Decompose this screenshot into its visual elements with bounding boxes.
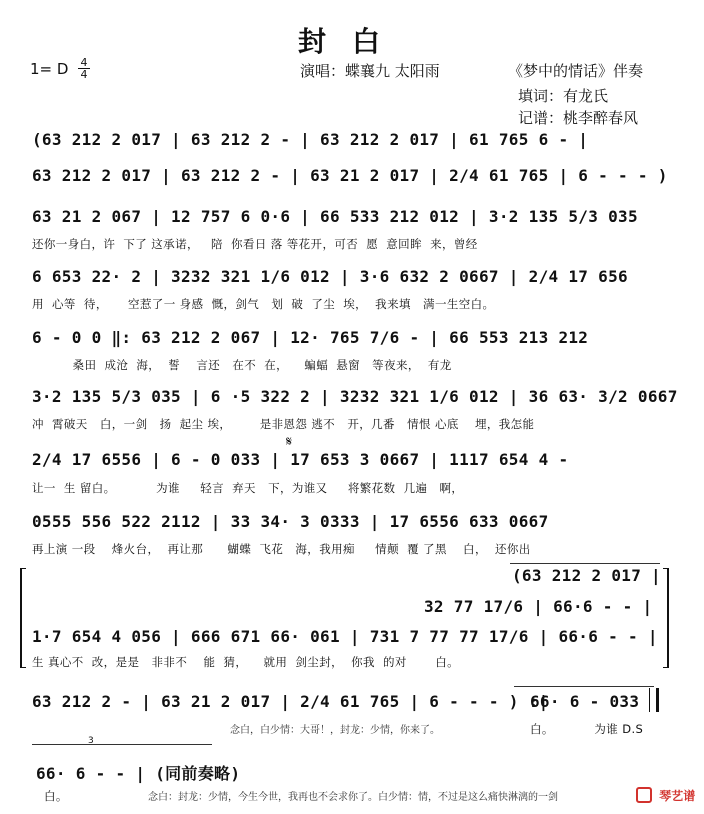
notation-row-14: 66· 6 - - | (同前奏略) xyxy=(36,764,241,783)
triplet-mark: 3 xyxy=(88,736,94,746)
time-sig-top: 4 xyxy=(80,56,88,69)
final-barline xyxy=(649,688,659,712)
notation-row-10: 32 77 17/6 | 66·6 - - | xyxy=(424,597,653,616)
lyrics-row-11: 生 真心不 改，是是 非非不 能 猜， 就用 剑尘封， 你我 的对 白。 xyxy=(32,655,460,669)
notation-row-1: (63 212 2 017 | 63 212 2 - | 63 212 2 017 | 61 765 6 - | xyxy=(32,130,589,149)
spoken-line-1: 念白，白少情：大哥！，封龙：少情，你来了。 xyxy=(230,725,440,736)
source-credit: 《梦中的情话》伴奏 xyxy=(508,62,644,80)
notation-row-6: 3·2 135 5/3 035 | 6 ·5 322 2 | 3232 321 1/6 012 | 36 63· 3/2 0667 xyxy=(32,387,678,406)
notation-row-2: 63 212 2 017 | 63 212 2 - | 63 21 2 017 | 2/4 61 765 | 6 - - - ) xyxy=(32,166,668,185)
lyrics-row-8: 再上演 一段 烽火台， 再让那 蝴蝶 飞花 海，我用痴 情颠 覆 了黑 白， 还你出 xyxy=(32,542,531,556)
lyrics-row-6: 冲 霄破天 白，一剑 扬 起尘 埃， 是非恩怨 逃不 开，几番 情恨 心底 埋，我怎能 xyxy=(32,417,535,431)
singers-credit: 演唱：蝶襄九 太阳雨 xyxy=(300,62,440,80)
key-signature: 1= D xyxy=(30,60,69,78)
first-ending-line xyxy=(510,563,660,564)
system-bracket-left xyxy=(20,568,26,668)
notation-row-8: 0555 556 522 2112 | 33 34· 3 0333 | 17 6556 633 0667 xyxy=(32,512,549,531)
lyrics-row-4: 用 心等 待， 空惹了一 身感 慨，剑气 划 破 了尘 埃， 我来填 满一生空白。 xyxy=(32,297,495,311)
system-bracket-right xyxy=(663,568,669,668)
coda-ending-line xyxy=(32,744,212,745)
logo-mark-icon xyxy=(636,787,652,803)
lyricist-credit: 填词：有龙氏 xyxy=(518,87,609,105)
spoken-line-2: 念白：封龙：少情，今生今世，我再也不会求你了。白少情：情，不过是这么痛快淋漓的一剑 xyxy=(148,792,558,803)
lyrics-row-14: 白。 xyxy=(44,789,68,803)
notation-row-5: 6 - 0 0 ‖: 63 212 2 067 | 12· 765 7/6 - | 66 553 213 212 xyxy=(32,328,589,347)
notation-row-11: 1·7 654 4 056 | 666 671 66· 061 | 731 7 77 77 17/6 | 66·6 - - | xyxy=(32,627,658,646)
segno-sign: 𝄋 xyxy=(286,434,293,450)
watermark-text: 琴艺谱 xyxy=(659,789,696,803)
lyrics-row-3: 还你一身白，许 下了 这承诺， 陪 你看日 落 等花开，可否 愿 意回眸 来，曾经 xyxy=(32,237,478,251)
notation-row-3: 63 21 2 067 | 12 757 6 0·6 | 66 533 212 012 | 3·2 135 5/3 035 xyxy=(32,207,638,226)
notation-row-9: (63 212 2 017 | xyxy=(512,566,661,585)
notation-row-13: 66· 6 - 033 xyxy=(530,692,640,711)
lyrics-row-5: 桑田 成沧 海， 誓 言还 在不 在， 蝙蝠 悬窗 等夜来， 有龙 xyxy=(32,358,452,372)
lyrics-row-7: 让一 生 留白。 为谁 轻言 弃天 下，为谁又 将繁花数 几遍 啊， xyxy=(32,481,464,495)
transcriber-credit: 记谱：桃李醉春风 xyxy=(518,109,639,127)
notation-row-4: 6 653 22· 2 | 3232 321 1/6 012 | 3·6 632 2 0667 | 2/4 17 656 xyxy=(32,267,628,286)
time-sig-bottom: 4 xyxy=(80,68,88,81)
watermark-logo xyxy=(636,787,695,804)
lyrics-row-13: 白。 为谁 D.S xyxy=(530,722,644,736)
second-ending-line xyxy=(514,686,654,687)
notation-row-12: 63 212 2 - | 63 21 2 017 | 2/4 61 765 | 6 - - - ) :| xyxy=(32,692,549,711)
notation-row-7: 2/4 17 6556 | 6 - 0 033 | 17 653 3 0667 | 1117 654 4 - xyxy=(32,450,569,469)
song-title: 封白 xyxy=(297,25,406,58)
time-signature xyxy=(78,58,90,79)
